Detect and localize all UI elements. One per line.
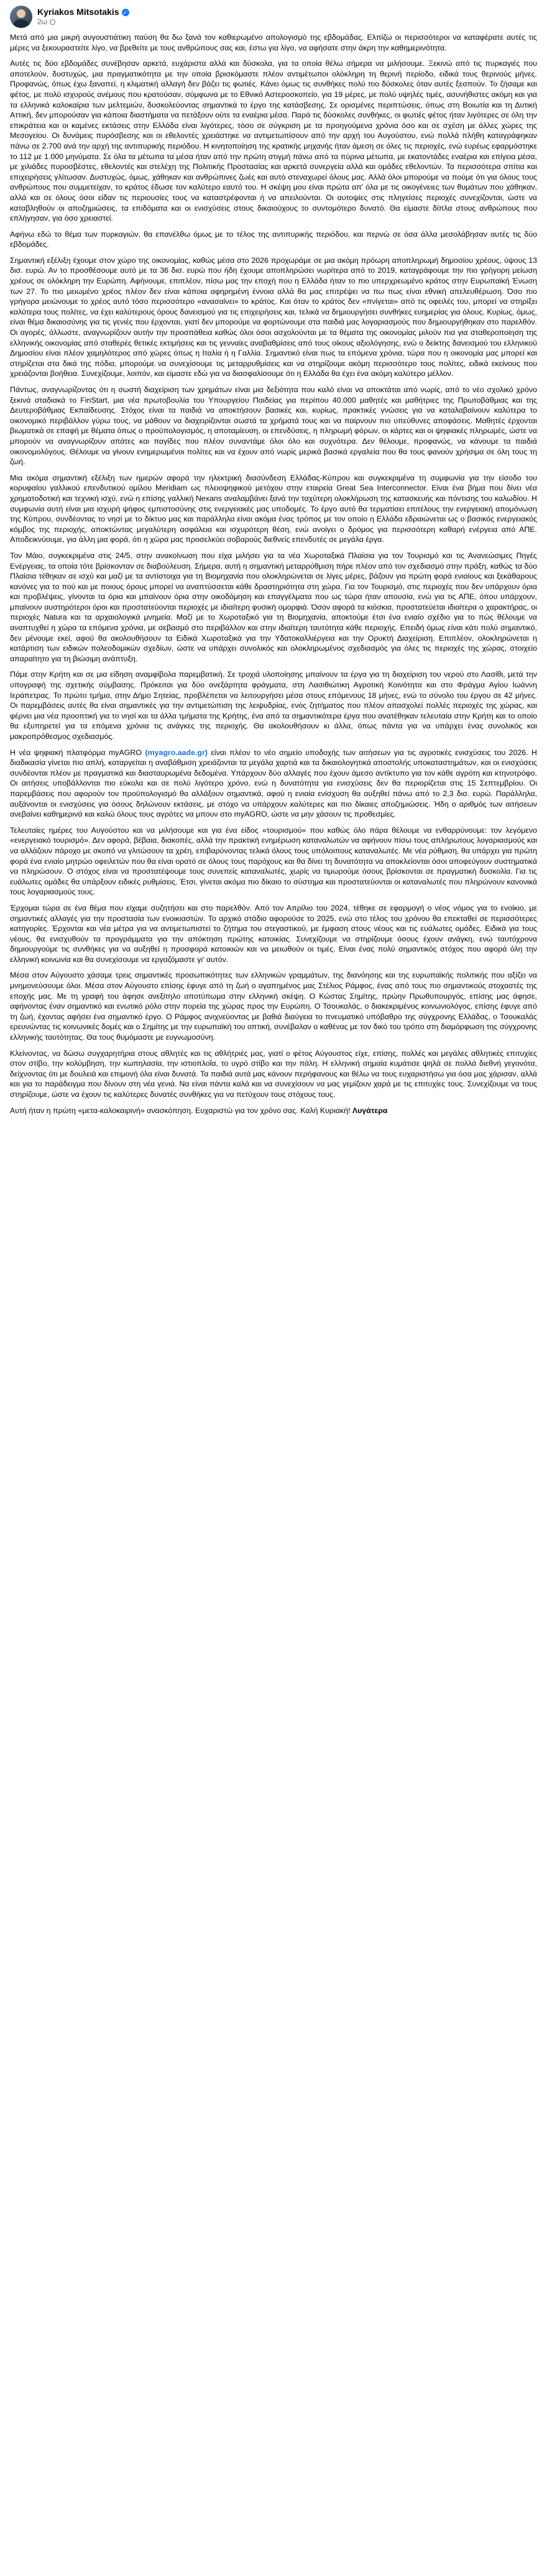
post-paragraph: Έρχομαι τώρα σε ένα θέμα που είχαμε συζητήσει και στο παρελθόν. Από τον Απρίλιο του 2024, τέθηκε σε εφαρμογή ο νέος νόμος για το ενοίκιο, με σημαντικές αλλαγές για την προστασία των ενοικιαστών. Το αρχικό στάδιο αφορούσε το 2025, ενώ στο τέλος του χρόνου θα επεκταθεί σε περισσότερες κατηγορίες. Έρχονται και νέα μέτρα για να αντιμετωπιστεί το ζήτημα του στεγαστικού, με έμφαση στους νέους και τις ευάλωτες ομάδες. Ειδικά για τους νέους, θα ενισχυθούν τα προγράμματα για την απόκτηση πρώτης κατοικίας. Συνεχίζουμε να στηρίζουμε όσους έχουν ανάγκη, ενώ ταυτόχρονα δημιουργούμε τις συνθήκες για να αυξηθεί η προσφορά κατοικιών και να μειωθούν οι τιμές. Είναι ένας πολύ σημαντικός στόχος που αφορά όλη την ελληνική κοινωνία και θα συνεχίσουμε να εργαζόμαστε γι' αυτόν. xyxy=(10,903,537,964)
author-name[interactable]: Kyriakos Mitsotakis xyxy=(37,7,119,17)
post-paragraph: Τελευταίες ημέρες του Αυγούστου και να μιλήσουμε και για ένα είδος «τουρισμού» που καθώς όλο πάρα θέλουμε να ενθαρρύνουμε: τον λεγόμενο «ενεργειακό τουρισμό». Δεν αφορά, βέβαια, διακοπές, αλλά την πρακτική ενημέρωση καταναλωτών να αφήνουν πίσω τους απλήρωτους λογαριασμούς και να αλλάζουν πάροχο με σκοπό να γλιτώσουν τα χρέη, επιβαρύνοντας τελικά όλους τους υπόλοιπους καταναλωτές. Με νέα ρύθμιση, θα υπάρχει για πρώτη φορά ένα ενιαίο μητρώο οφειλετών που θα είναι ορατό σε όλους τους παρόχους και θα δίνει τη δυνατότητα να αποκλείονται όσοι αποφεύγουν συστηματικά να πληρώσουν. Ο στόχος είναι να προστατέψουμε τους συνεπείς καταναλωτές, χωρίς να τιμωρούμε όσους βρίσκονται σε πραγματική δυσκολία. Για τις ευάλωτες ομάδες θα υπάρξουν ειδικές ρυθμίσεις. Έτσι, γίνεται ακόμα πιο δίκαιο το σύστημα και προστατεύονται οι καταναλωτές που πληρώνουν κανονικά τους λογαριασμούς τους. xyxy=(10,825,537,897)
verified-badge-icon: ✓ xyxy=(122,9,129,16)
globe-icon xyxy=(50,19,55,25)
post-paragraph: Πάντως, αναγνωρίζοντας ότι η σωστή διαχείριση των χρημάτων είναι μια δεξιότητα που καλό είναι να αποκτάται από νωρίς, από το νέο σχολικό χρόνο ξεκινά σταδιακά το FinStart, μια νέα πρωτοβουλία του Υπουργείου Παιδείας για περίπου 40.000 μαθητές και μαθήτριες της Πρωτοβάθμιας και της Δευτεροβάθμιας Εκπαίδευσης. Στόχος είναι τα παιδιά να αποκτήσουν βασικές και, κυρίως, πρακτικές γνώσεις για να καταλαβαίνουν καλύτερα το οικονομικό περιβάλλον γύρω τους, να μάθουν να διαχειρίζονται σωστά τα χρήματά τους και να παίρνουν πιο υπεύθυνες αποφάσεις. Μαθητές έρχονται βιωματικά σε επαφή με θέματα όπως ο προϋπολογισμός, η αποταμίευση, οι επενδύσεις, η πληρωμή φόρων, οι κάρτες και οι ψηφιακές πληρωμές, ώστε να μπορούν να αναγνωρίζουν απάτες και παγίδες που πλέον συναντάμε όλοι όλο και συχνότερα. Δεν θέλουμε, προφανώς, να κάνουμε τα παιδιά οικονομολόγους. Θέλουμε να γίνουν ενημερωμένοι πολίτες και να έχουν από νωρίς μερικά βασικά εργαλεία που θα τους φανούν χρήσιμα σε όλη τους τη ζωή. xyxy=(10,385,537,467)
post-paragraph: Μέσα στον Αύγουστο χάσαμε τρεις σημαντικές προσωπικότητες των ελληνικών γραμμάτων, της διανόησης και της ευρωπαϊκής πολιτικής που αξίζει να μνημονεύσουμε όλοι. Μέσα στον Αύγουστο επίσης έφυγε από τη ζωή ο αγαπημένος μας Στέλιος Ράμφος, ένας από τους πιο σημαντικούς στοχαστές της εποχής μας. Με τη γραφή του άφησε ανεξίτηλο αποτύπωμα στην ελληνική σκέψη. Ο Κώστας Σημίτης, πρώην Πρωθυπουργός, επίσης μας άφησε, αφήνοντας έναν σημαντικό και ενωτικό ρόλο στην πορεία της χώρας προς την Ευρώπη. Ο Τσουκαλάς, ο διακεκριμένος κοινωνιολόγος, επίσης έφυγε από τη ζωή, έχοντας αφήσει ένα σημαντικό έργο. Ο Ράμφος ανιχνεύοντας με βαθιά διαύγεια το πνευματικό υπόβαθρο της σύγχρονης Ελλάδας, ο Τσουκαλάς ερευνώντας τις κοινωνικές δομές και ο Σημίτης με την ευρωπαϊκή του οπτική, συνέβαλαν ο καθένας με τον δικό του τρόπο στη διαμόρφωση της σύγχρονης ελληνικής ταυτότητας. Θα τους θυμόμαστε με ευγνωμοσύνη. xyxy=(10,971,537,1042)
author-avatar[interactable] xyxy=(10,6,32,28)
author-row xyxy=(37,7,129,17)
post-paragraph: Πάμε στην Κρήτη και σε μια είδηση αναμφίβολα παρεμβατική. Σε τροχιά υλοποίησης μπαίνουν τα έργα για τη διαχείριση του νερού στο Λασίθι, μετά την υπογραφή της σχετικής σύμβασης. Πρόκειται για δύο ανεξάρτητα φράγματα, στη Λασιθιώτικη Αγροτική Κοινότητα και στο Φράγμα Αγίου Ιωάννη Ιεράπετρας. Το πρώτο τμήμα, στην Δήμο Σητείας, προβλέπεται να λειτουργήσει μέσα στους επόμενους 18 μήνες, ενώ το σύνολο του έργου σε 42 μήνες. Οι παρεμβάσεις αυτές θα είναι σημαντικές για την αντιμετώπιση της λειψυδρίας, ενός ζητήματος που πλέον απασχολεί πολλές περιοχές της χώρας, και φέρνει μια νέα προοπτική για το νησί και τα άλλα τμήματα της Κρήτης, ένα από τα σημαντικότερα έργα που ανατέθηκαν τελευταία στην Κρήτη και το οποίο θα εξυπηρετεί για τα επόμενα χρόνια τις ανάγκες της περιοχής. Θα ακολουθήσουν κι άλλα, όπως πάντα για να υπάρχει ένας συνολικός και μακροπρόθεσμος σχεδιασμός. xyxy=(10,670,537,741)
myagro-link[interactable]: (myagro.aade.gr) xyxy=(145,748,208,757)
post-paragraph: Η νέα ψηφιακή πλατφόρμα myAGRO (myagro.aade.gr) είναι πλέον το νέο σημείο υποδοχής των αιτήσεων για τις αγροτικές ενισχύσεις του 2026. Η διαδικασία γίνεται πιο απλή, καταργείται η αναβάθμιση χρειάζονται τα μεγάλα χαρτιά και τα δικαιολογητικά αποστολής υποκαταστημάτων, και οι ενισχύσεις συνδέονται πλέον με πραγματικά και διασταυρωμένα δεδομένα. Υπάρχουν δύο αλλαγές που έχουν άμεσο αντίκτυπο για τον κάθε αγρότη και κτηνοτρόφο. Οι αιτήσεις υποβάλλονται πιο εύκολα και σε πολύ λιγότερο χρόνο, ενώ η δυνατότητα για ενισχύσεις δεν θα περιορίζεται στις 15 Σεπτεμβρίου. Οι παρεμβάσεις που αφορούν τον προϋπολογισμό θα αλλάξουν σημαντικά, αφού η ενιαία ενίσχυση θα αυξηθεί πάνω από το 2,3 δισ. ευρώ. Παράλληλα, αυξάνονται οι ενισχύσεις για όσους δηλώνουν εκτάσεις, με στόχο να υπάρχουν καλύτερες και πιο δίκαιες αποζημιώσεις. Ήδη ο αριθμός των αιτήσεων ανεβαίνει καθημερινά και καλώ όλους τους αγρότες να μπουν στο myAGRO, ώστε να μην χάσουν τις προθεσμίες. xyxy=(10,748,538,819)
post-paragraph: Κλείνοντας, να δώσω συγχαρητήρια στους αθλητές και τις αθλήτριές μας, γιατί ο φέτος Αύγουστος είχε, επίσης, πολλές και μεγάλες αθλητικές επιτυχίες στον στίβο, την κολύμβηση, την κωπηλασία, την ιστιοπλοΐα, το υγρό στίβο και την πάλη. Η ελληνική σημαία κυμάτισε ψηλά σε πολλά διεθνή γεγονότα, δείχνοντας ότι με δουλειά και επιμονή όλα είναι δυνατά. Τα παιδιά αυτά μας κάνουν περήφανους και θέλω να τους ευχαριστήσω για όσα μας χάρισαν, αλλά και για το παράδειγμα που δίνουν στη νέα γενιά. Να είναι πάντα καλά και να συνεχίσουν να μας γεμίζουν χαρά με τις επιτυχίες τους. Συνεχίζουμε να τους στηρίζουμε, ώστε να έχουν τις καλύτερες δυνατές συνθήκες για να πετύχουν τους στόχους τους. xyxy=(10,1048,537,1099)
post-paragraph: Μια ακόμα σημαντική εξέλιξη των ημερών αφορά την ηλεκτρική διασύνδεση Ελλάδας-Κύπρου και συγκεκριμένα τη συμφωνία για την είσοδο του κορυφαίου γαλλικού επενδυτικού ομίλου Meridiam ως πλειοψηφικού μετόχου στην εταιρεία Great Sea Interconnector. Είναι ένα βήμα που δίνει νέα χρηματοδοτική και τεχνική ισχύ, ενώ η επίσης γαλλική Nexans αναλαμβάνει ξανά την ταχύτερη ολοκλήρωση της κατασκευής και πόντισης του καλωδίου. Η συμφωνία αυτή είναι μια ισχυρή ψήφος εμπιστοσύνης στις ενεργειακές μας υποδομές. Το έργο αυτό θα τερματίσει επιτέλους την ενεργειακή απομόνωση της Κύπρου, συνδέοντας το νησί με το δίκτυο μας και παράλληλα είναι ακόμα ένας τρόπος με τον οποίο η Ελλάδα εδραιώνεται ως ο βασικός ενεργειακός κόμβος της περιοχής, αποκτώντας μεγαλύτερη ασφάλεια και ισχυρότερη θέση, ενώ ανοίγει ο δρόμος για περισσότερη καθαρή ενέργεια από ΑΠΕ. Αποδεικνύουμε, για άλλη μια φορά, ότι η χώρα μας προσελκύει σοβαρούς διεθνείς επενδυτές σε μεγάλα έργα. xyxy=(10,473,537,544)
post-timestamp[interactable]: 2ω xyxy=(37,17,48,26)
signature-text: Λυγάτερα xyxy=(352,1106,388,1115)
post-paragraph: Σημαντική εξέλιξη έχουμε στον χώρο της οικονομίας, καθώς μέσα στο 2026 προχωράμε σε μια ακόμη πρόωρη αποπληρωμή δημοσίου χρέους, ύψους 13 δισ. ευρώ. Αν το προσθέσουμε αυτό με τα 36 δισ. ευρώ που ήδη έχουμε αποπληρώσει νωρίτερα από το 2019, καταγράφουμε την πιο γρήγορη μείωση χρέους σε ολόκληρη την Ευρώπη. Αφήνουμε, επιπλέον, πίσω μας την εποχή που η Ελλάδα ήταν το πιο υπερχρεωμένο κράτος στην Ευρωπαϊκή Ένωση των 27. Το πιο μειωμένο χρέος πλέον δεν είναι κάποια αφηρημένη έννοια αλλά θα μας επιτρέψει να πω πως είναι εθνική απελευθέρωση. Όσο πιο γρήγορα μειώνουμε το χρέος αυτό τόσο περισσότερο «ανασαίνει» το κράτος. Και όταν το κράτος δεν «πνίγεται» από τις οφειλές του, μπορεί να στηρίξει καλύτερα τους πολίτες, να έχει καλύτερους όρους δανεισμού για τις επιχειρήσεις και, τελικά να δημιουργήσει συνθήκες ευημερίας για όλους. Κυρίως, όμως, είναι θέμα δικαιοσύνης για τις γενιές που έρχονται, γιατί δεν μπορούμε να φορτώνουμε στα παιδιά μας λογαριασμούς που δημιουργήθηκαν στο παρελθόν. Οι αγορές, άλλωστε, αναγνωρίζουν αυτήν την προσπάθεια καθώς όλοι όσοι ασχολούνται με τα θέματα της οικονομίας μιλούν πια για σταθεροποίηση της ελληνικής οικονομίας από σταθερές θετικές εκτιμήσεις και τις γενναίες αναβαθμίσεις από τους οίκους αξιολόγησης, ενώ ο δείκτης δανεισμού του ελληνικού Δημοσίου είναι πλέον χαμηλότερος από χώρες όπως η Ιταλία ή η Γαλλία. Σημαντικό είναι πως τα επόμενα χρόνια, τώρα που η οικονομία μας μπορεί και στηρίζεται στα δικά της πόδια, μπορούμε να συνεχίσουμε τις μεταρρυθμίσεις και να στηρίζουμε ακόμη περισσότερο τους πολίτες, ειδικά εκείνους που χρειάζονται βοήθεια. Συνεχίζουμε, λοιπόν, και είμαστε εδώ για να διασφαλίσουμε ότι η Ελλάδα θα έχει ένα ακόμη καλύτερο μέλλον. xyxy=(10,255,537,378)
post-text xyxy=(10,32,537,1116)
post-paragraph: Αυτή ήταν η πρώτη «μετα-καλοκαιρινή» ανασκόπηση. Ευχαριστώ για τον χρόνο σας. Καλή Κυριακή! Λυγάτερα xyxy=(10,1106,388,1115)
post-paragraph: Αφήνω εδώ το θέμα των πυρκαγιών, θα επανέλθω όμως με το τέλος της αντιπυρικής περιόδου, και περνώ σε όσα άλλα μεσολάβησαν αυτές τις δύο εβδομάδες. xyxy=(10,229,537,249)
post-time-row xyxy=(37,17,129,27)
post-header xyxy=(10,5,537,29)
post-paragraph: Μετά από μια μικρή αυγουστιάτικη παύση θα δω ξανά τον καθιερωμένο απολογισμό της εβδομάδας. Ελπίζω οι περισσότεροι να καταφέρατε αυτές τις μέρες να ξεκουραστείτε λίγο, να βρεθείτε με τους ανθρώπους σας και, έστω για λίγο, να αφήσατε στην άκρη την καθημερινότητα. xyxy=(10,33,537,52)
post-paragraph: Τον Μάιο, συγκεκριμένα στις 24/5, στην ανακοίνωση που είχα μιλήσει για τα νέα Χωροταξικά Πλαίσια για τον Τουρισμό και τις Ανανεώσιμες Πηγές Ενέργειας, τα οποία τότε βρίσκονταν σε διαβούλευση. Σήμερα, αυτή η σημαντική μεταρρύθμιση πήρε πλέον από τον σχεδιασμό στην πράξη, καθώς τα δύο Πλαίσια τέθηκαν σε ισχύ και μαζί με τα αντίστοιχα για τη Βιομηχανία που ολοκληρώνεται σε λίγες μέρες, βάζουν για πρώτη φορά ενιαίους και ξεκάθαρους κανόνες για το πού και με ποιους όρους μπορεί να αναπτύσσεται κάθε δραστηριότητα στη χώρα. Για τον Τουρισμό, στις περιοχές που δεν υπάρχουν όρια και προβλέψεις, γίνονται τα όρια και μπαίνουν όρια στην οικοδόμηση και επαγγέλματα που ως τώρα ήταν απουσία, ενώ για τις ΑΠΕ, όπου υπάρχουν, μπαίνουν αυστηρότεροι όροι και προστατεύονται περιοχές με ιδιαίτερη φυσική ομορφιά. Όσον αφορά τα κιόσκια, προστατεύεται ιδιαίτερα ο χαρακτήρας, οι περιοχές Natura και τα αρχαιολογικά μνημεία. Μαζί με το Χωροταξικό για τη Βιομηχανία, αποκτούμε έτσι ένα ενιαίο σχέδιο για το πώς θέλουμε να αναπτυχθεί η χώρα τα επόμενα χρόνια, με σεβασμό στο περιβάλλον και στην ιδιαίτερη ταυτότητα κάθε περιοχής. Επειδή όμως είναι κάτι πολύ σημαντικό, δεν μένουμε εκεί, αφού θα ακολουθήσουν τα Ειδικά Χωροταξικά για την Υδατοκαλλιέργεια και την Ορυκτή Διαχείριση. Επιπλέον, ολοκληρώνεται η κατάρτιση των ειδικών πολεοδομικών σχεδίων, ώστε να υπάρχει συνολικός και ολοκληρωμένος σχεδιασμός για όλες τις περιοχές της χώρας, στοιχείο απαραίτητο για τη βιώσιμη ανάπτυξη. xyxy=(10,551,537,663)
post-meta xyxy=(37,7,129,27)
post-paragraph: Αυτές τις δύο εβδομάδες συνέβησαν αρκετά, ευχάριστα αλλά και δύσκολα, για τα οποία θέλω σήμερα να μιλήσουμε. Ξεκινώ από τις πυρκαγιές που αποτελούν, δυστυχώς, μια πραγματικότητα με την οποία βρισκόμαστε πλέον αντιμέτωποι ολόκληρη τη θερινή περίοδο, ειδικά τους θερινούς μήνες. Προφανώς, όπως έχω ξαναπεί, η κλιματική αλλαγή δεν βάζει τις φωτιές. Κάνει όμως τις συνθήκες πολύ πιο δύσκολες όταν αυτές ξεσπούν. Το ζήσαμε και φέτος, με πολύ ισχυρούς ανέμους που κρατούσαν, σύμφωνα με το Εθνικό Αστεροσκοπείο, για 19 μέρες, με πολύ υψηλές τιμές, ασυνήθιστες ακόμη και για τα ελληνικά καλοκαίρια των μελτεμιών, δυσκολεύοντας σημαντικά το έργο της κατάσβεσης. Σε ορισμένες περιπτώσεις, όπως στη Βοιωτία και τη Δυτική Αττική, δεν μπορούσαν για κάποια διαστήματα να πετάξουν ούτε τα εναέρια μέσα. Παρά τις δύσκολες συνθήκες, οι φωτιές φέτος ήταν λιγότερες σε όλη την επικράτεια και οι καμένες εκτάσεις στην Ελλάδα είναι λιγότερες, τόσο σε σύγκριση με τα προηγούμενα χρόνια όσο και σε σχέση με άλλες χώρες της Μεσογείου. Οι δυνάμεις πυρόσβεσης και οι εθελοντές χρειάστηκε να αντιμετωπίσουν από την αρχή του Αυγούστου, ενώ πολλά πλήθη καταγράφηκαν πάνω σε 2.700 ανά την αρχή της αντιπυρικής περιόδου. Η κινητοποίηση της κρατικής μηχανής ήταν άμεση σε όλες τις περιοχές, ενώ ευρέως εφαρμόστηκε το 112 με 1.000 μηνύματα. Σε όλα τα μέτωπα τα μέσα ήταν από την πρώτη στιγμή πάνω από τα πύρινα μέτωπα, με εκατοντάδες εναέρια και επίγεια μέσα, με χιλιάδες πυροσβέστες, εθελοντές και στελέχη της Πολιτικής Προστασίας και αρκετά συνεργεία αλλά και ομάδες εθελοντών. Τα περισσότερα σπίτια και επιχειρήσεις γλίτωσαν. Δυστυχώς, όμως, χάθηκαν και ανθρώπινες ζωές και αυτό στεναχωρεί όλους μας. Αλλά όλοι μπορούμε να πούμε ότι για όλους τους ανθρώπους που συμμετείχαν, το κράτος έδωσε τον καλύτερο εαυτό του. Η σκέψη μου είναι πρώτα απ' όλα με τις οικογένειες των θυμάτων που χάθηκαν, αλλά και σε όλους όσοι είδαν τις περιουσίες τους να καταστρέφονται ή να απειλούνται. Οι αυτοψίες στις πληγείσες περιοχές συνεχίζονται, ώστε να καταβληθούν οι αποζημιώσεις, τα επιδόματα και οι ενισχύσεις στους δικαιούχους το συντομότερο δυνατό. Θα είμαστε δίπλα στους ανθρώπους που επλήγησαν, για όσο χρειαστεί. xyxy=(10,59,537,223)
